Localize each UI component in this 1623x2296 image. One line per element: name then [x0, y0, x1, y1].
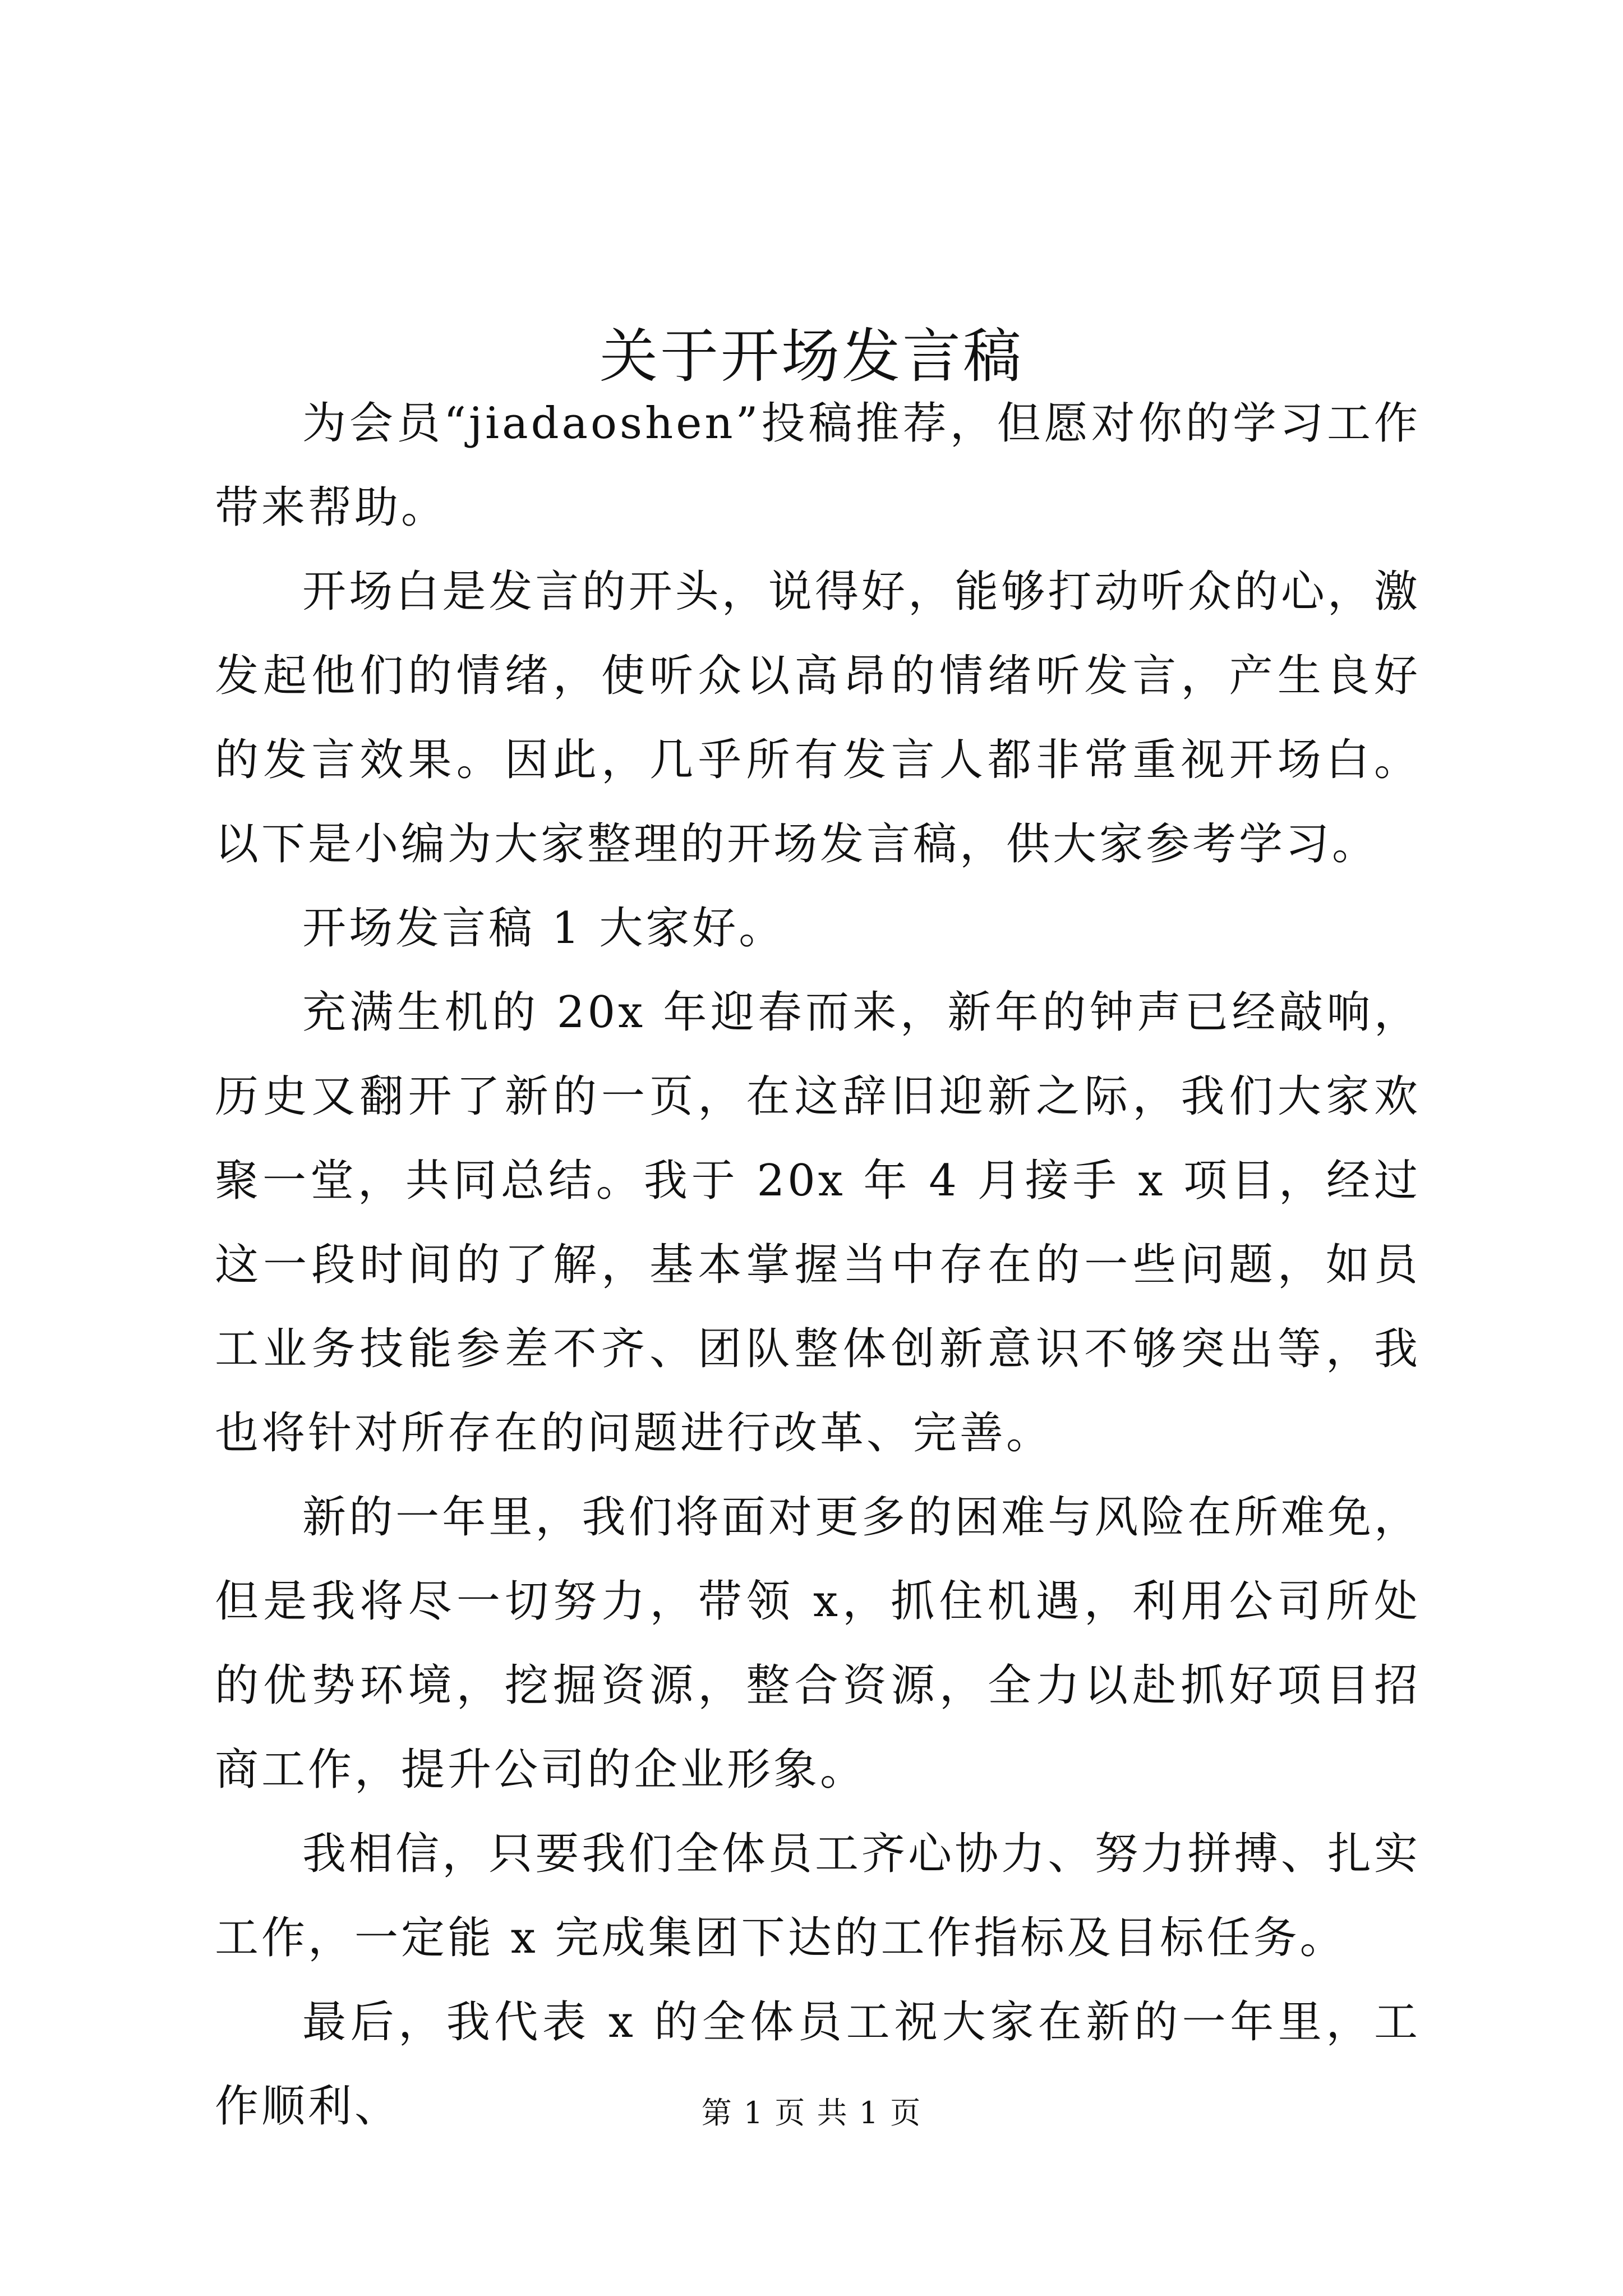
paragraph-confidence: 我相信，只要我们全体员工齐心协力、努力拼搏、扎实工作，一定能 x 完成集团下达的工作指标及目标任务。: [215, 1829, 1421, 1963]
paragraph-closing: 最后，我代表 x 的全体员工祝大家在新的一年里，工作顺利、: [215, 1997, 1421, 2132]
paragraph-speech-heading: 开场发言稿 1 大家好。: [302, 903, 786, 954]
paragraph-opening-remarks: 开场白是发言的开头，说得好，能够打动听众的心，激发起他们的情绪，使听众以高昂的情绪听发言，产生良好的发言效果。因此，几乎所有发言人都非常重视开场白。以下是小编为大家整理的开场发言稿，供大家参考学习。: [215, 567, 1421, 869]
paragraph-new-year: 充满生机的 20x 年迎春而来，新年的钟声已经敲响，历史又翻开了新的一页，在这辞旧迎新之际，我们大家欢聚一堂，共同总结。我于 20x 年 4 月接手 x 项目，经过这一段时间的了解，基本掌握当中存在的一些问题，如员工业务技能参差不齐、团队整体创新意识不够突出等，我也将针对所存在的问题进行改革、完善。: [215, 987, 1421, 1458]
page-footer: 第 1 页 共 1 页: [701, 2095, 922, 2131]
document-title: 关于开场发言稿: [599, 321, 1023, 390]
paragraph-intro: 为会员“jiadaoshen”投稿推荐，但愿对你的学习工作带来帮助。: [215, 398, 1421, 533]
document-body: [215, 381, 1421, 2148]
paragraph-challenges: 新的一年里，我们将面对更多的困难与风险在所难免，但是我将尽一切努力，带领 x，抓住机遇，利用公司所处的优势环境，挖掘资源，整合资源，全力以赴抓好项目招商工作，提升公司的企业形象。: [215, 1492, 1421, 1795]
